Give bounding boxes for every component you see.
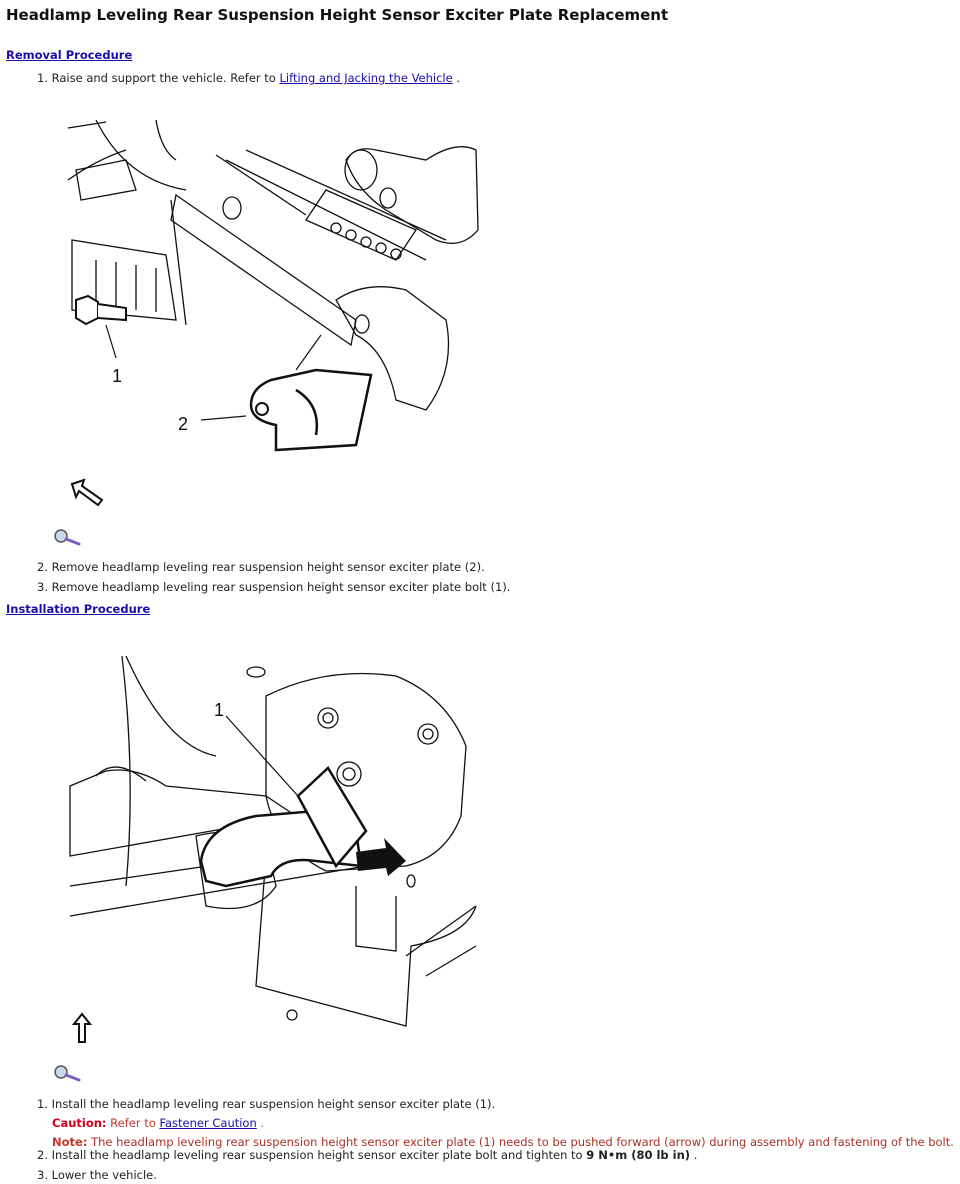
caution-block <box>52 1116 264 1130</box>
step-number: 1. <box>37 71 48 85</box>
step-number: 2. <box>37 1148 48 1162</box>
removal-step-2 <box>37 560 485 574</box>
step-end: . <box>693 1148 698 1162</box>
installation-procedure-heading[interactable]: Installation Procedure <box>6 602 151 616</box>
note-block <box>52 1135 954 1149</box>
step-number: 2. <box>37 560 48 574</box>
lifting-jacking-link[interactable]: Lifting and Jacking the Vehicle <box>279 71 453 85</box>
direction-arrow-icon <box>72 1012 92 1044</box>
magnifier-zoom-icon[interactable] <box>52 528 82 546</box>
caution-end: . <box>260 1116 265 1130</box>
note-label: Note: <box>52 1135 88 1149</box>
step-text: Raise and support the vehicle. Refer to <box>51 71 276 85</box>
step-number: 3. <box>37 580 48 594</box>
page-title: Headlamp Leveling Rear Suspension Height Sensor Exciter Plate Replacement <box>6 6 669 24</box>
step-number: 1. <box>37 1097 48 1111</box>
step-text: Remove headlamp leveling rear suspension height sensor exciter plate (2). <box>51 560 485 574</box>
note-text: The headlamp leveling rear suspension height sensor exciter plate (1) needs to be pushed forward (arrow) during assembly and fastening of the bolt. <box>91 1135 954 1149</box>
removal-procedure-heading[interactable]: Removal Procedure <box>6 48 133 62</box>
caution-label: Caution: <box>52 1116 107 1130</box>
callout-2: 2 <box>178 414 189 434</box>
step-text: Lower the vehicle. <box>51 1168 157 1182</box>
installation-step-3 <box>37 1168 157 1182</box>
callout-1: 1 <box>214 700 225 720</box>
step-text: Remove headlamp leveling rear suspension height sensor exciter plate bolt (1). <box>51 580 511 594</box>
torque-spec: 9 N•m (80 lb in) <box>586 1148 691 1162</box>
removal-step-1 <box>37 71 460 85</box>
removal-illustration <box>66 120 486 460</box>
step-text: Install the headlamp leveling rear suspension height sensor exciter plate bolt and tighten to <box>51 1148 583 1162</box>
step-text: Install the headlamp leveling rear suspension height sensor exciter plate (1). <box>51 1097 496 1111</box>
removal-step-3 <box>37 580 510 594</box>
callout-1: 1 <box>112 366 123 386</box>
step-number: 3. <box>37 1168 48 1182</box>
direction-arrow-icon <box>70 478 106 508</box>
installation-step-2 <box>37 1148 697 1162</box>
fastener-caution-link[interactable]: Fastener Caution <box>159 1116 257 1130</box>
step-end: . <box>456 71 461 85</box>
caution-text: Refer to <box>110 1116 156 1130</box>
installation-step-1 <box>37 1097 495 1111</box>
magnifier-zoom-icon[interactable] <box>52 1064 82 1082</box>
installation-illustration <box>66 656 486 1036</box>
